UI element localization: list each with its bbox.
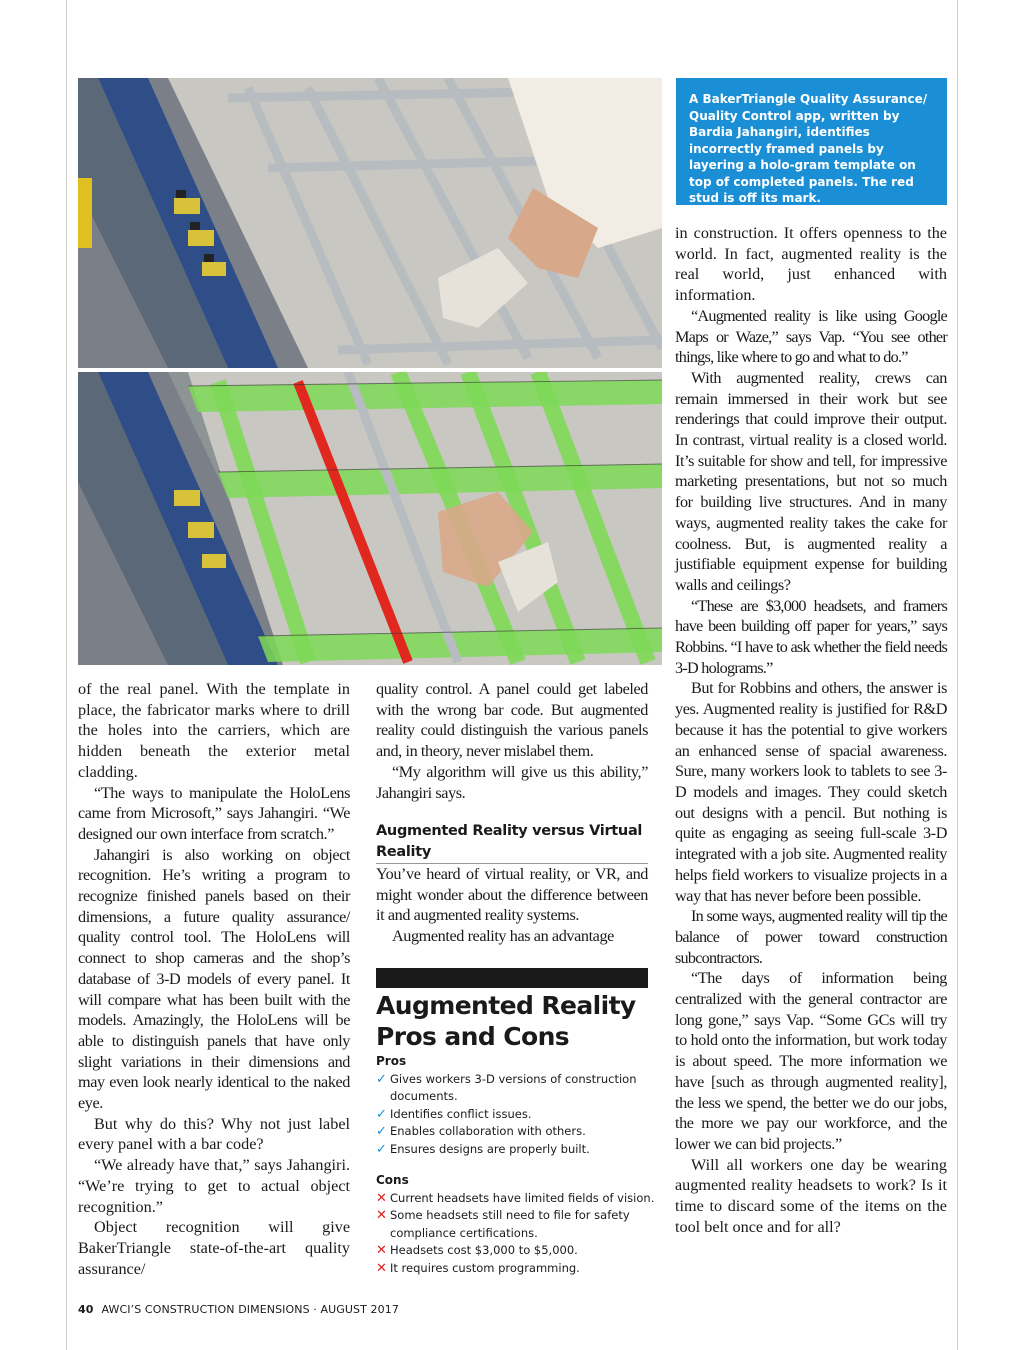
list-item-text: It requires custom programming. — [390, 1260, 580, 1275]
article-column-left — [78, 679, 350, 1279]
paragraph: In some ways, augmented reality will tip the balance of power toward construction subcontractors. — [675, 907, 947, 967]
list-item-text: Enables collaboration with others. — [390, 1124, 586, 1139]
list-item — [376, 1123, 656, 1141]
list-item-text: Some headsets still need to file for safety compliance certifications. — [390, 1208, 630, 1240]
list-item — [376, 1141, 656, 1159]
photo-panel-fabrication — [78, 78, 662, 368]
list-item — [376, 1106, 656, 1124]
check-icon: ✓ — [376, 1141, 387, 1157]
sidebar-cons — [376, 1172, 656, 1278]
photo-caption: A BakerTriangle Quality Assurance/ Quality Control app, written by Bardia Jahangiri, identifies incorrectly framed panels by layering a holo-gram template on top of completed panels. The red stud is off its mark. — [676, 78, 947, 205]
list-item — [376, 1071, 656, 1106]
paragraph: “The days of information being centralized with the general contractor are long gone,” says Vap. “Some GCs will try to hold onto the information, but work today is about speed. The more information we have [such as through augmented reality], the less we spend, the better we do our jobs, the more we pay our workforce, and the lower we can bid projects.” — [675, 969, 947, 1153]
paragraph: in construction. It offers openness to the world. In fact, augmented reality is the real world, just enhanced with information. — [675, 224, 947, 305]
cross-icon: ✕ — [376, 1260, 387, 1276]
page-number: 40 — [78, 1303, 94, 1316]
paragraph: “Augmented reality is like using Google Maps or Waze,” says Vap. “You see other things, like where to go and what to do.” — [675, 306, 947, 367]
check-icon: ✓ — [376, 1124, 387, 1140]
check-icon: ✓ — [376, 1106, 387, 1122]
page-margin-rule-right — [957, 0, 958, 1350]
list-item-text: Ensures designs are properly built. — [390, 1141, 590, 1156]
list-item-text: Headsets cost $3,000 to $5,000. — [390, 1243, 578, 1258]
paragraph: You’ve heard of virtual reality, or VR, and might wonder about the difference between it and augmented reality systems. — [376, 865, 648, 925]
cross-icon: ✕ — [376, 1208, 387, 1224]
list-item — [376, 1260, 656, 1278]
paragraph: “The ways to manipulate the HoloLens came from Microsoft,” says Jahangiri. “We designed our own interface from scratch.” — [78, 783, 350, 843]
page-margin-rule-left — [66, 0, 67, 1350]
paragraph: Jahangiri is also working on object recognition. He’s writing a program to recognize finished panels based on their dimensions, a future quality assurance/ quality control tool. The HoloLens will connect to shop cameras and the shop’s database of 3-D models of every panel. It will compare what has been built with the models. Amazingly, the HoloLens will be able to distinguish panels that have only slight variations in their dimensions and may even look nearly identical to the naked eye. — [78, 845, 350, 1113]
sidebar-title: Augmented Reality Pros and Cons — [376, 991, 636, 1051]
article-column-middle — [376, 679, 648, 803]
pros-list — [376, 1071, 656, 1159]
subhead: Augmented Reality versus Virtual Reality — [376, 821, 648, 864]
cons-list — [376, 1190, 656, 1278]
photo-hologram-overlay — [78, 372, 662, 665]
paragraph: But for Robbins and others, the answer is yes. Augmented reality is justified for R&D because it has the potential to give workers an enhanced sense of spacial awareness. Sure, many workers look to tablets to see 3-D models and images. They could sketch out designs with a pencil. But nothing is quite as engaging as seeing full-scale 3-D integrated with a job site. Augmented reality helps field workers to visualize projects in a way that has never before been possible. — [675, 679, 947, 905]
paragraph: Augmented reality has an advantage — [392, 927, 614, 946]
article-column-middle-continued — [376, 864, 648, 947]
paragraph: With augmented reality, crews can remain immersed in their work but see renderings that could improve their output. In contrast, virtual reality is a closed world. It’s suitable for show and tell, for impressive marketing presentations, but not so much for building live structures. And in many ways, augmented reality takes the cake for coolness. But, is augmented reality a justifiable equipment expense for building walls and ceilings? — [675, 368, 947, 594]
paragraph: Object recognition will give BakerTriangle state-of-the-art quality assurance/ — [78, 1218, 350, 1278]
paragraph: Will all workers one day be wearing augmented reality headsets to work? Is it time to discard some of the items on the tool belt once and for all? — [675, 1155, 947, 1236]
list-item-text: Gives workers 3-D versions of construction documents. — [390, 1071, 637, 1104]
paragraph: “We already have that,” says Jahangiri. “We’re trying to get to actual object recognition.” — [78, 1156, 350, 1216]
paragraph: “These are $3,000 headsets, and framers have been building off paper for years,” says Robbins. “I have to ask whether the field needs 3-D holograms.” — [675, 596, 947, 677]
list-item — [376, 1190, 656, 1208]
sidebar-header-bar — [376, 968, 648, 988]
paragraph: quality control. A panel could get labeled with the wrong bar code. But augmented reality could distinguish the various panels and, in theory, never mislabel them. — [376, 680, 648, 761]
paragraph: But why do this? Why not just label every panel with a bar code? — [78, 1114, 350, 1154]
list-item-text: Current headsets have limited fields of vision. — [390, 1190, 655, 1205]
cross-icon: ✕ — [376, 1190, 387, 1206]
list-item — [376, 1242, 656, 1260]
photo-panel-fabrication-illustration — [78, 78, 662, 368]
check-icon: ✓ — [376, 1071, 387, 1087]
publication-line: AWCI’S CONSTRUCTION DIMENSIONS · AUGUST 2017 — [101, 1303, 399, 1316]
paragraph: “My algorithm will give us this ability,” Jahangiri says. — [376, 762, 648, 802]
photo-hologram-overlay-illustration — [78, 372, 662, 665]
cons-label: Cons — [376, 1173, 409, 1187]
sidebar-pros — [376, 1053, 656, 1159]
list-item — [376, 1207, 656, 1242]
list-item-text: Identifies conflict issues. — [390, 1106, 532, 1121]
page-footer — [78, 1303, 399, 1316]
paragraph: of the real panel. With the template in place, the fabricator marks where to drill the holes into the carriers, which are hidden beneath the exterior metal cladding. — [78, 680, 350, 781]
article-column-right — [675, 223, 947, 1237]
pros-label: Pros — [376, 1054, 407, 1068]
cross-icon: ✕ — [376, 1243, 387, 1259]
